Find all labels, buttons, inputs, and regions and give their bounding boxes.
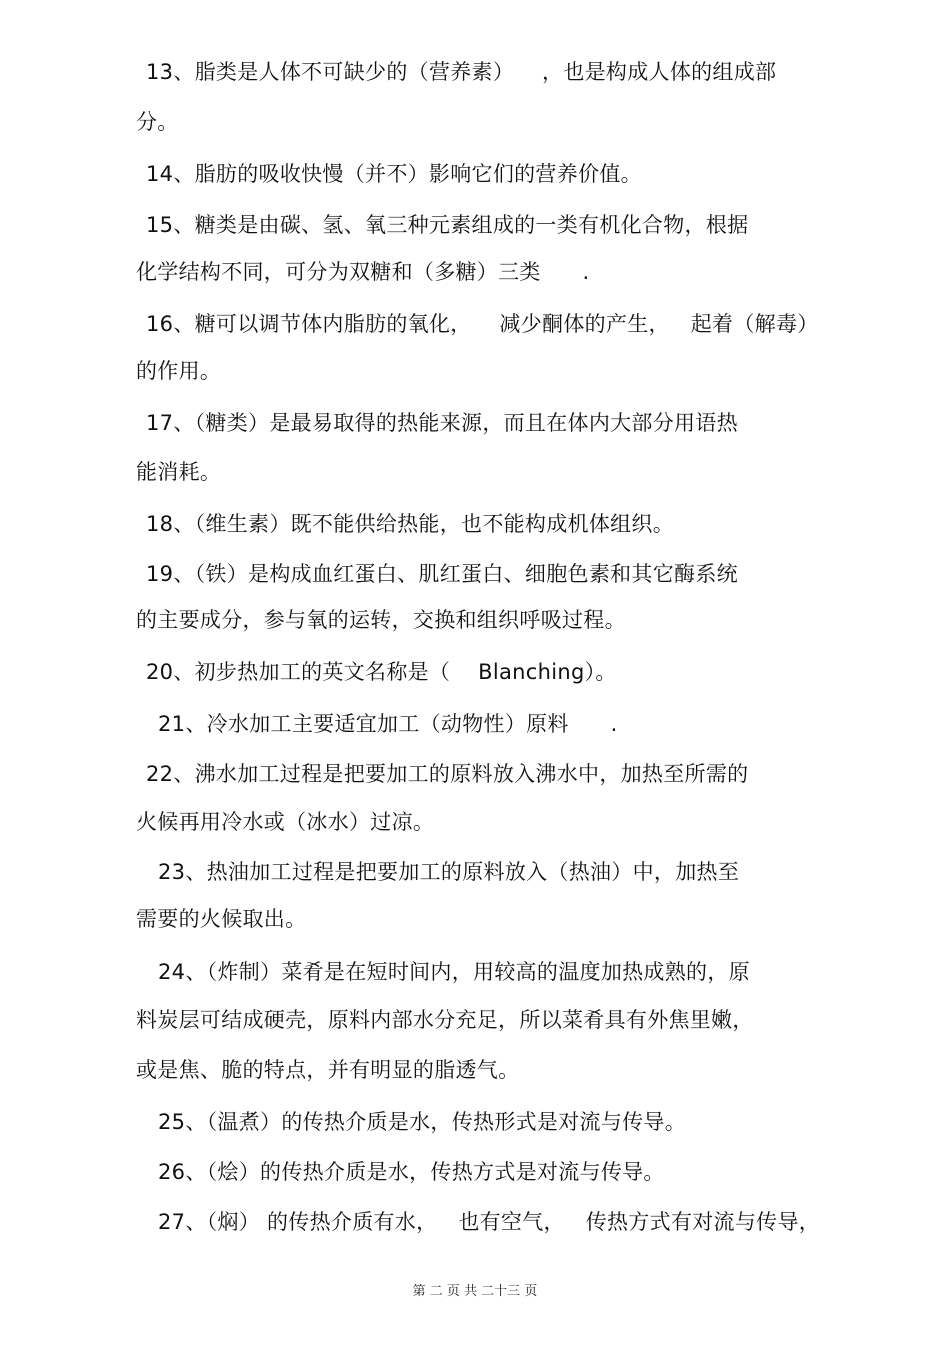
- text-line-24a: 24、（炸制）菜肴是在短时间内，用较高的温度加热成熟的，原: [158, 960, 750, 984]
- text-line-26: 26、（烩）的传热介质是水，传热方式是对流与传导。: [158, 1160, 665, 1184]
- text-line-16b: 的作用。: [136, 359, 222, 383]
- text-line-19b: 的主要成分，参与氧的运转，交换和组织呼吸过程。: [136, 608, 626, 632]
- text-line-17b: 能消耗。: [136, 460, 222, 484]
- text-line-22b: 火候再用冷水或（冰水）过凉。: [136, 810, 435, 834]
- text-line-22a: 22、沸水加工过程是把要加工的原料放入沸水中，加热至所需的: [146, 762, 749, 786]
- text-line-14: 14、脂肪的吸收快慢（并不）影响它们的营养价值。: [146, 162, 642, 186]
- page-footer: 第 二 页 共 二十三 页: [412, 1284, 538, 1299]
- text-line-23b: 需要的火候取出。: [136, 907, 307, 931]
- text-line-20: 20、初步热加工的英文名称是（ Blanching）。: [146, 660, 617, 684]
- text-line-25: 25、（温煮）的传热介质是水，传热形式是对流与传导。: [158, 1110, 687, 1134]
- text-line-15b: 化学结构不同，可分为双糖和（多糖）三类 .: [136, 260, 590, 284]
- text-line-15a: 15、糖类是由碳、氢、氧三种元素组成的一类有机化合物，根据: [146, 213, 749, 237]
- text-line-24c: 或是焦、脆的特点，并有明显的脂透气。: [136, 1058, 520, 1082]
- text-line-13b: 分。: [136, 110, 179, 134]
- text-line-19a: 19、（铁）是构成血红蛋白、肌红蛋白、细胞色素和其它酶系统: [146, 562, 738, 586]
- text-line-13a: 13、脂类是人体不可缺少的（营养素） ，也是构成人体的组成部: [146, 60, 777, 84]
- text-line-18: 18、（维生素）既不能供给热能，也不能构成机体组织。: [146, 512, 675, 536]
- text-line-17a: 17、（糖类）是最易取得的热能来源，而且在体内大部分用语热: [146, 411, 738, 435]
- text-line-23a: 23、热油加工过程是把要加工的原料放入（热油）中，加热至: [158, 860, 740, 884]
- text-line-16a: 16、糖可以调节体内脂肪的氧化， 减少酮体的产生， 起着（解毒）: [146, 312, 819, 336]
- text-line-21: 21、冷水加工主要适宜加工（动物性）原料 .: [158, 712, 618, 736]
- text-line-24b: 料炭层可结成硬壳，原料内部水分充足，所以菜肴具有外焦里嫩，: [136, 1008, 754, 1032]
- text-line-27: 27、（焖） 的传热介质有水， 也有空气， 传热方式有对流与传导，: [158, 1210, 821, 1234]
